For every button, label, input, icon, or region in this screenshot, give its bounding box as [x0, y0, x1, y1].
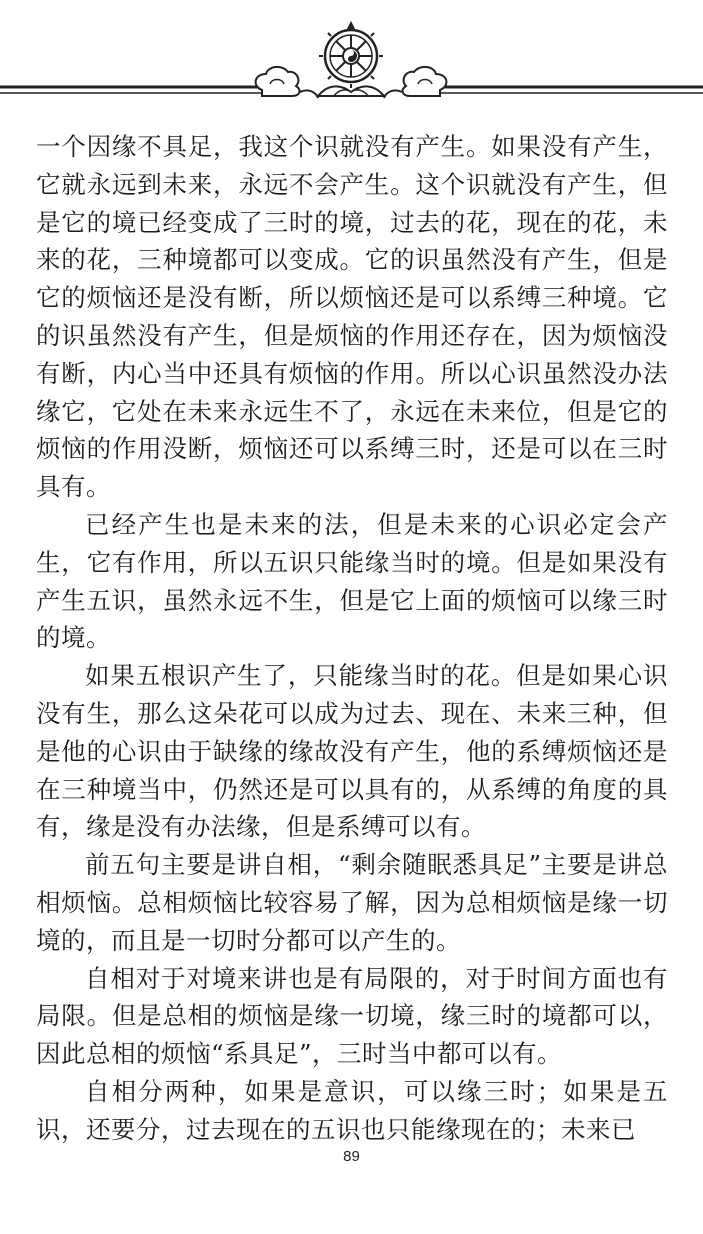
page-number: 89: [343, 1148, 360, 1165]
dharma-wheel-icon: [318, 22, 384, 96]
header-ornament: [0, 0, 703, 110]
paragraph: 一个因缘不具足，我这个识就没有产生。如果没有产生，它就永远到未来，永远不会产生。这个识就没有产生，但是它的境已经变成了三时的境，过去的花，现在的花，未来的花，三种境都可以变成。它的识虽然没有产生，但是它的烦恼还是没有断，所以烦恼还是可以系缚三种境。它的识虽然没有产生，但是烦恼的作用还存在，因为烦恼没有断，内心当中还具有烦恼的作用。所以心识虽然没办法缘它，它处在未来永远生不了，永远在未来位，但是它的烦恼的作用没断，烦恼还可以系缚三时，还是可以在三时具有。: [36, 132, 668, 502]
paragraph: 如果五根识产生了，只能缘当时的花。但是如果心识没有生，那么这朵花可以成为过去、现在、未来三种，但是他的心识由于缺缘的缘故没有产生，他的系缚烦恼还是在三种境当中，仍然还是可以具有的，从系缚的角度的具有，缘是没有办法缘，但是系缚可以有。: [36, 661, 668, 842]
paragraph: 已经产生也是未来的法，但是未来的心识必定会产生，它有作用，所以五识只能缘当时的境。但是如果没有产生五识，虽然永远不生，但是它上面的烦恼可以缘三时的境。: [36, 509, 668, 653]
paragraph: 前五句主要是讲自相，“剩余随眠悉具足”主要是讲总相烦恼。总相烦恼比较容易了解，因为总相烦恼是缘一切境的，而且是一切时分都可以产生的。: [36, 850, 668, 955]
paragraph: 自相分两种，如果是意识，可以缘三时；如果是五识，还要分，过去现在的五识也只能缘现在的；未来已: [36, 1076, 668, 1144]
cloud-right-icon: [384, 67, 446, 98]
paragraph: 自相对于对境来讲也是有局限的，对于时间方面也有局限。但是总相的烦恼是缘一切境，缘三时的境都可以，因此总相的烦恼“系具足”，三时当中都可以有。: [36, 963, 668, 1069]
cloud-left-icon: [256, 67, 318, 98]
page-header: [0, 0, 703, 110]
body-text: [36, 128, 668, 1149]
